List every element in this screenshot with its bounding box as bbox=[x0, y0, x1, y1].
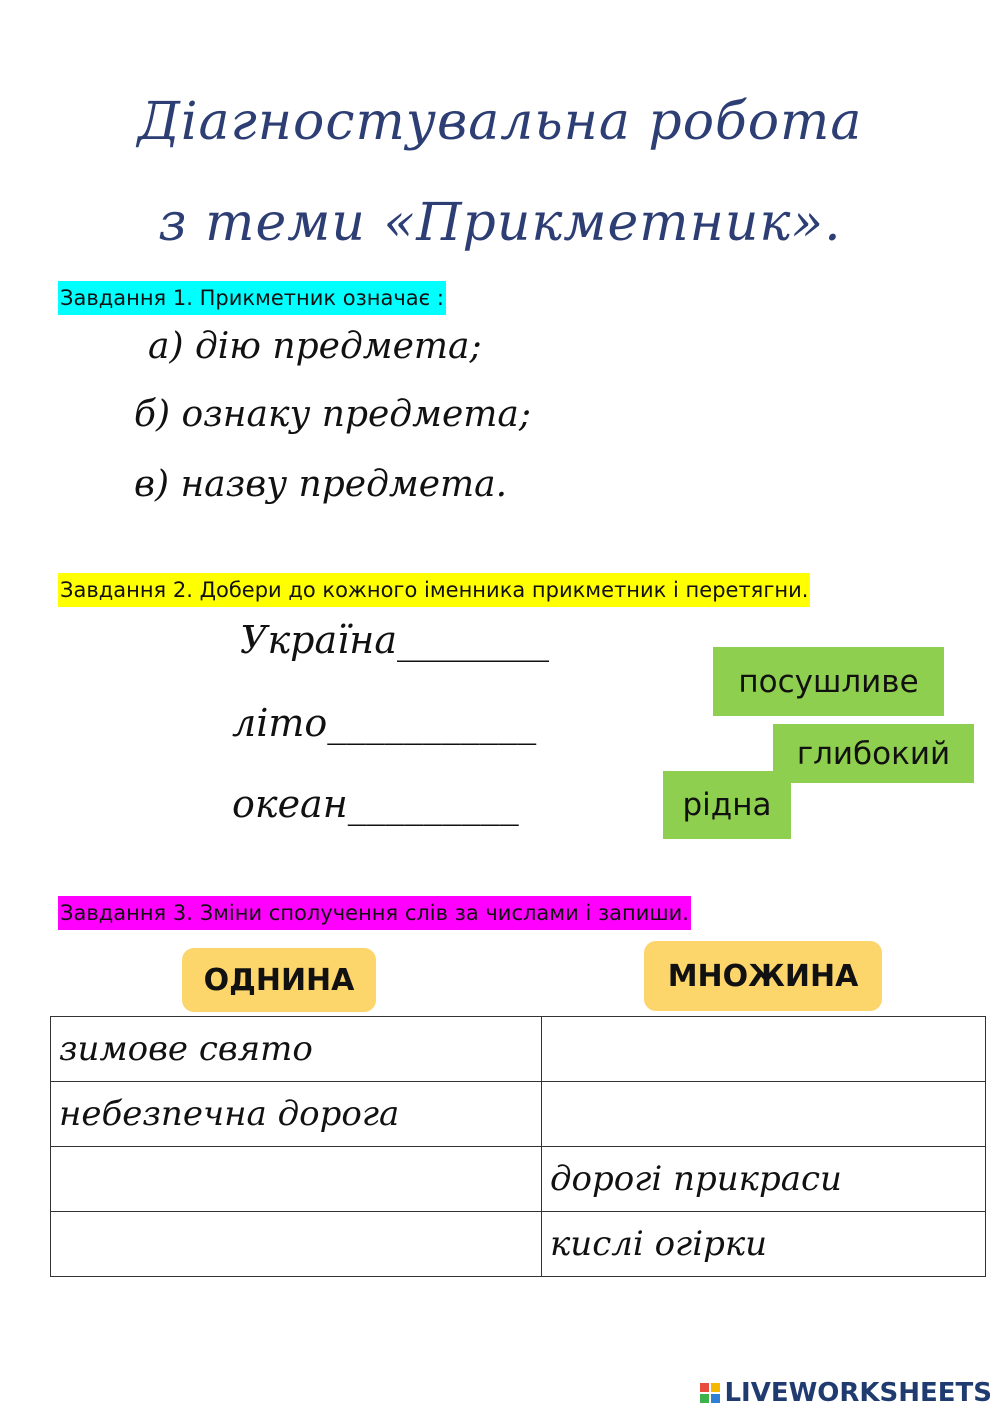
table-row bbox=[51, 1017, 986, 1082]
table-cell bbox=[542, 1147, 986, 1212]
singular-answer-input-2[interactable] bbox=[59, 1215, 537, 1273]
table-row bbox=[51, 1212, 986, 1277]
noun-okean-dropzone[interactable]: океан_________ bbox=[232, 782, 519, 826]
table-cell[interactable] bbox=[542, 1082, 986, 1147]
number-change-table bbox=[50, 1016, 986, 1277]
noun-lito-dropzone[interactable]: літо___________ bbox=[232, 701, 537, 745]
table-cell[interactable] bbox=[51, 1212, 542, 1277]
plural-answer-input-1[interactable] bbox=[550, 1020, 981, 1078]
singular-phrase: зимове свято bbox=[59, 1029, 313, 1069]
noun-ukraina-dropzone[interactable]: Україна________ bbox=[240, 618, 549, 662]
chip-ridna[interactable]: рідна bbox=[663, 771, 791, 839]
singular-answer-input-1[interactable] bbox=[59, 1150, 537, 1208]
header-mnozhyna: МНОЖИНА bbox=[644, 941, 882, 1011]
chip-posushlyve[interactable]: посушливе bbox=[713, 647, 944, 716]
task1-option-c[interactable]: в) назву предмета. bbox=[134, 464, 508, 505]
table-cell bbox=[542, 1212, 986, 1277]
chip-hlybokyi[interactable]: глибокий bbox=[773, 724, 974, 783]
table-row bbox=[51, 1147, 986, 1212]
task1-option-b[interactable]: б) ознаку предмета; bbox=[134, 394, 532, 435]
worksheet-title-line2: з теми «Прикметник». bbox=[158, 193, 842, 253]
logo-text: LIVEWORKSHEETS bbox=[724, 1378, 992, 1408]
table-row bbox=[51, 1082, 986, 1147]
task2-label: Завдання 2. Добери до кожного іменника прикметник і перетягни. bbox=[58, 573, 810, 607]
header-odnyna: ОДНИНА bbox=[182, 948, 376, 1012]
plural-phrase: дорогі прикраси bbox=[550, 1159, 842, 1199]
table-cell[interactable] bbox=[542, 1017, 986, 1082]
task1-label: Завдання 1. Прикметник означає : bbox=[58, 281, 446, 315]
worksheet-title-line1: Діагностувальна робота bbox=[137, 92, 863, 152]
plural-phrase: кислі огірки bbox=[550, 1224, 768, 1264]
table-cell bbox=[51, 1082, 542, 1147]
table-cell[interactable] bbox=[51, 1147, 542, 1212]
task3-label: Завдання 3. Зміни сполучення слів за числами і запиши. bbox=[58, 896, 691, 930]
singular-phrase: небезпечна дорога bbox=[59, 1094, 400, 1134]
liveworksheets-logo[interactable] bbox=[700, 1378, 992, 1408]
task1-option-a[interactable]: а) дію предмета; bbox=[148, 326, 482, 367]
table-cell bbox=[51, 1017, 542, 1082]
plural-answer-input-2[interactable] bbox=[550, 1085, 981, 1143]
liveworksheets-logo-icon bbox=[700, 1383, 720, 1403]
